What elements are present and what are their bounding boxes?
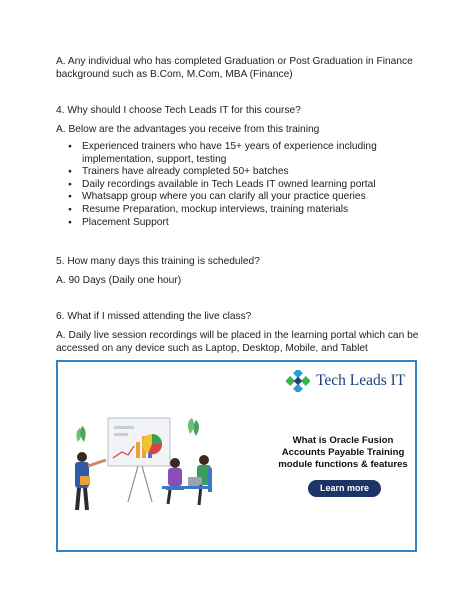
logo-text: Tech Leads IT [316,372,406,389]
answer-4-intro: A. Below are the advantages you receive from this training [56,124,320,135]
list-item: ● Placement Support [56,217,426,230]
tech-leads-logo-icon [286,370,310,392]
advantages-list [56,141,426,229]
banner-headline [268,435,417,472]
headline-line: What is Oracle Fusion [292,435,394,446]
answer-5: A. 90 Days (Daily one hour) [56,275,182,286]
answer-6: A. Daily live session recordings will be placed in the learning portal which can be accessed on any device such as Laptop, Desktop, Mobile, and Tablet [56,330,419,355]
headline-line: Accounts Payable Training [281,447,405,459]
list-item: ● Whatsapp group where you can clarify all your practice queries [56,191,426,204]
question-5: 5. How many days this training is scheduled? [56,256,260,267]
headline-line: module functions & features [278,459,408,471]
list-item: ● Experienced trainers who have 15+ years of experience including implementation, support, testing [56,141,426,166]
question-4: 4. Why should I choose Tech Leads IT for this course? [56,105,301,116]
course-banner[interactable] [56,360,417,552]
list-item: ● Resume Preparation, mockup interviews, training materials [56,204,426,217]
list-item: ● Daily recordings available in Tech Leads IT owned learning portal [56,179,426,192]
list-item: ● Trainers have already completed 50+ batches [56,166,426,179]
answer-3: A. Any individual who has completed Graduation or Post Graduation in Finance background such as B.Com, M.Com, MBA (Finance) [56,56,413,81]
training-illustration [58,402,258,552]
question-6: 6. What if I missed attending the live class? [56,311,252,322]
brand-logo [286,370,405,392]
learn-more-button[interactable]: Learn more [308,480,381,497]
